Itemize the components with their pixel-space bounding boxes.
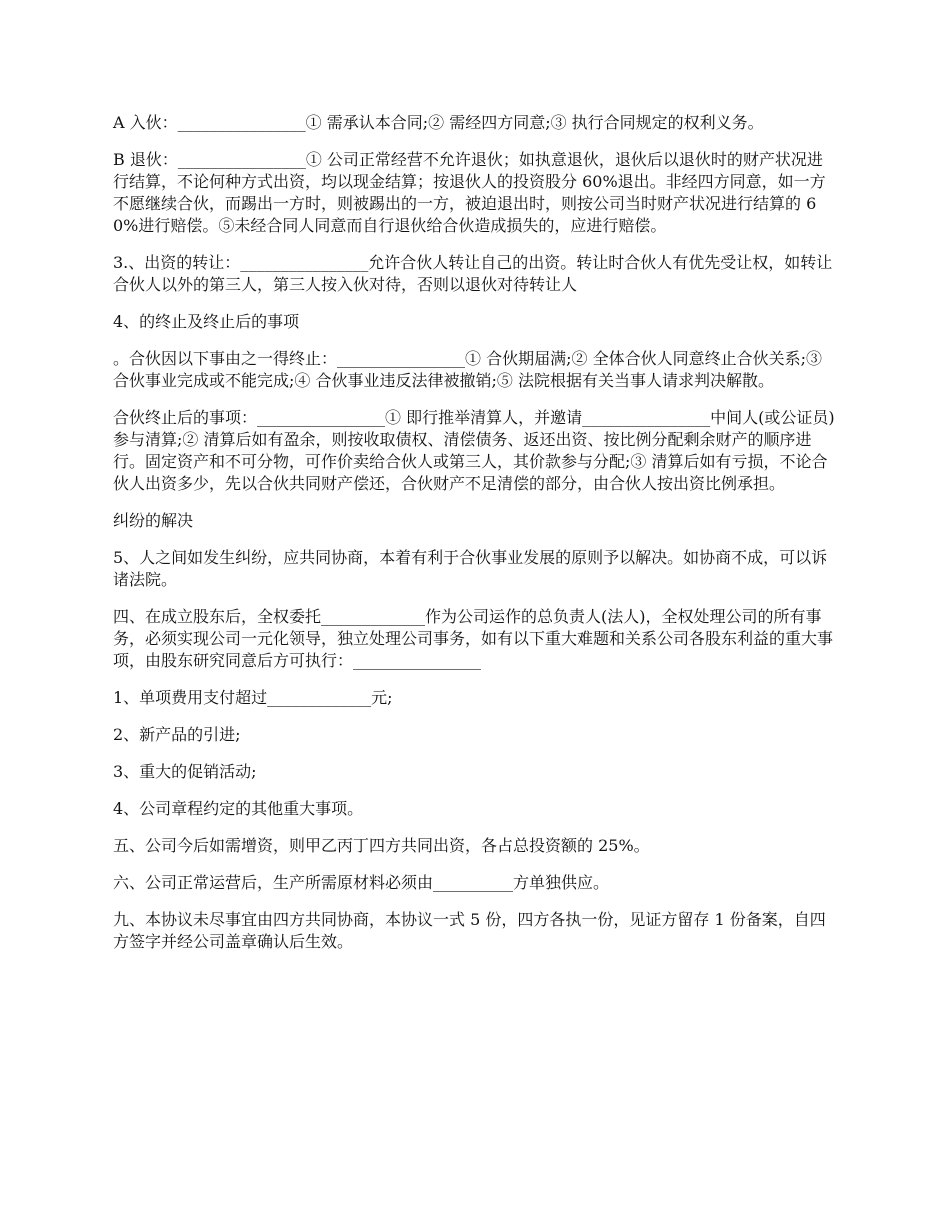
paragraph-dispute-heading: 纠纷的解决	[113, 511, 194, 530]
paragraph-withdraw: B 退伙：________________① 公司正常经营不允许退伙；如执意退伙，退伙后以退伙时的财产状况进行结算，不论何种方式出资，均以现金结算；按退伙人的投资股分 60%退出。非经四方同意，如一方不愿继续合伙，而踢出一方时，则被踢出的一方，被迫退出时，则按公司当时财产状况进行结算的 60%进行赔偿。⑤未经合同人同意而自行退伙给合伙造成损失的，应进行赔偿。	[113, 150, 826, 235]
paragraph-termination-reasons: 。合伙因以下事由之一得终止：________________① 合伙期届满;② 全体合伙人同意终止合伙关系;③ 合伙事业完成或不能完成;④ 合伙事业违反法律被撤销;⑤ 法院根据有关当事人请求判决解散。	[113, 349, 828, 390]
list-item-other-matters: 4、公司章程约定的其他重大事项。	[113, 799, 364, 818]
paragraph-section-four: 四、在成立股东后，全权委托_____________作为公司运作的总负责人(法人)，全权处理公司的所有事务，必须实现公司一元化领导，独立处理公司事务，如有以下重大难题和关系公司各股东利益的重大事项，由股东研究同意后方可执行：________________	[113, 607, 834, 670]
paragraph-section-five: 五、公司今后如需增资，则甲乙丙丁四方共同出资，各占总投资额的 25%。	[113, 836, 650, 855]
list-item-promotions: 3、重大的促销活动;	[113, 762, 257, 781]
paragraph-section-six: 六、公司正常运营后，生产所需原材料必须由__________方单独供应。	[113, 873, 610, 892]
paragraph-section-nine: 九、本协议未尽事宜由四方共同协商，本协议一式 5 份，四方各执一份，见证方留存 1 份备案，自四方签字并经公司盖章确认后生效。	[113, 910, 826, 951]
paragraph-termination-heading: 4、的终止及终止后的事项	[113, 312, 300, 331]
paragraph-capital-transfer: 3.、出资的转让：________________允许合伙人转让自己的出资。转让时合伙人有优先受让权，如转让合伙人以外的第三人，第三人按入伙对待，否则以退伙对待转让人	[113, 253, 833, 294]
document-body	[113, 112, 838, 968]
list-item-expense-limit: 1、单项费用支付超过_____________元;	[113, 688, 393, 707]
paragraph-join: A 入伙：________________① 需承认本合同;② 需经四方同意;③ 执行合同规定的权利义务。	[113, 113, 764, 132]
list-item-new-products: 2、新产品的引进;	[113, 725, 241, 744]
paragraph-post-termination: 合伙终止后的事项：________________① 即行推举清算人，并邀请________________中间人(或公证员)参与清算;② 清算后如有盈余，则按收取债权、清偿债务、返还出资、按比例分配剩余财产的顺序进行。固定资产和不可分物，可作价卖给合伙人或第三人，其价款参与分配;③ 清算后如有亏损，不论合伙人出资多少，先以合伙共同财产偿还，合伙财产不足清偿的部分，由合伙人按出资比例承担。	[113, 408, 835, 493]
paragraph-dispute-resolution: 5、人之间如发生纠纷，应共同协商，本着有利于合伙事业发展的原则予以解决。如协商不成，可以诉诸法院。	[113, 548, 828, 589]
